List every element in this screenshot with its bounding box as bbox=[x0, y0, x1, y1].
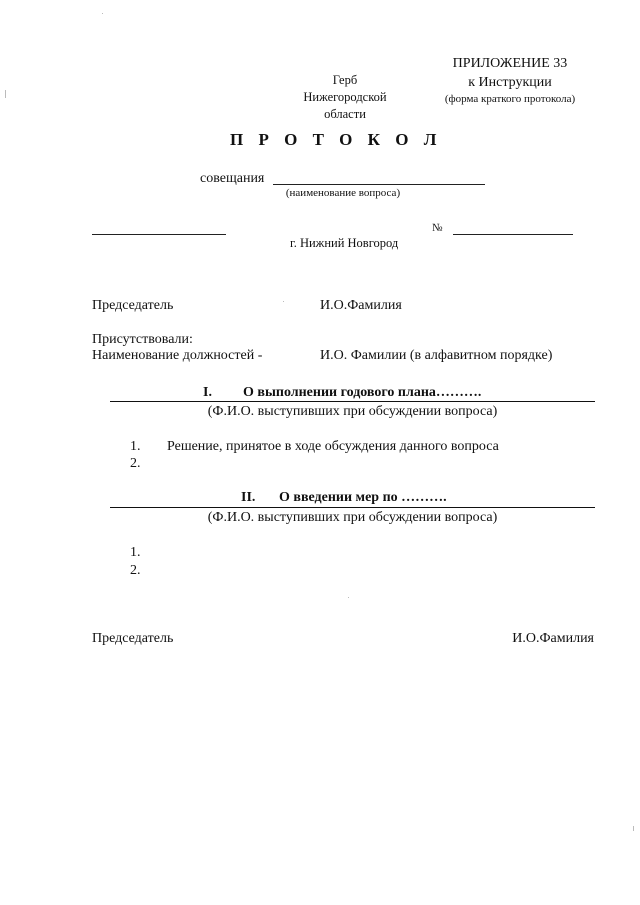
signature-name: И.О.Фамилия bbox=[512, 631, 594, 646]
section-1-speakers: (Ф.И.О. выступивших при обсуждении вопроса) bbox=[207, 404, 498, 419]
appendix-title: ПРИЛОЖЕНИЕ 33 bbox=[452, 56, 568, 71]
appendix-form-note: (форма краткого протокола) bbox=[444, 93, 576, 105]
section-1-item-1-text: Решение, принятое в ходе обсуждения данного вопроса bbox=[167, 439, 499, 454]
number-label: № bbox=[432, 222, 443, 234]
attendees-positions: Наименование должностей - bbox=[92, 348, 263, 363]
section-2-item-1-number: 1. bbox=[130, 545, 141, 560]
number-line bbox=[453, 234, 573, 235]
meeting-subject-line bbox=[273, 184, 485, 185]
section-1-heading: О выполнении годового плана………. bbox=[243, 385, 482, 400]
emblem-line-3: области bbox=[324, 107, 366, 121]
section-2-heading: О введении мер по ………. bbox=[279, 490, 447, 505]
city-label: г. Нижний Новгород bbox=[290, 236, 399, 250]
scan-speck bbox=[283, 301, 284, 302]
section-1-numeral: I. bbox=[203, 385, 212, 400]
date-line bbox=[92, 234, 226, 235]
section-2-item-2-number: 2. bbox=[130, 563, 141, 578]
section-1-item-2-number: 2. bbox=[130, 456, 141, 471]
section-1-rule bbox=[110, 401, 595, 402]
scan-speck bbox=[102, 13, 103, 14]
scan-speck bbox=[5, 90, 6, 98]
document-title: П Р О Т О К О Л bbox=[230, 130, 442, 149]
scan-speck bbox=[348, 597, 349, 598]
chairman-label: Председатель bbox=[92, 298, 174, 313]
meeting-subject-caption: (наименование вопроса) bbox=[285, 187, 401, 199]
attendees-label: Присутствовали: bbox=[92, 332, 193, 347]
attendees-names: И.О. Фамилии (в алфавитном порядке) bbox=[320, 348, 553, 363]
signature-label: Председатель bbox=[92, 631, 174, 646]
section-2-rule bbox=[110, 507, 595, 508]
meeting-label: совещания bbox=[200, 171, 265, 186]
emblem-line-1: Герб bbox=[332, 73, 358, 87]
scan-speck bbox=[633, 826, 634, 831]
emblem-line-2: Нижегородской bbox=[303, 90, 387, 104]
appendix-instruction: к Инструкции bbox=[468, 75, 552, 90]
chairman-name: И.О.Фамилия bbox=[320, 298, 402, 313]
section-1-item-1-number: 1. bbox=[130, 439, 141, 454]
section-2-speakers: (Ф.И.О. выступивших при обсуждении вопроса) bbox=[207, 510, 498, 525]
section-2-numeral: II. bbox=[241, 490, 256, 505]
